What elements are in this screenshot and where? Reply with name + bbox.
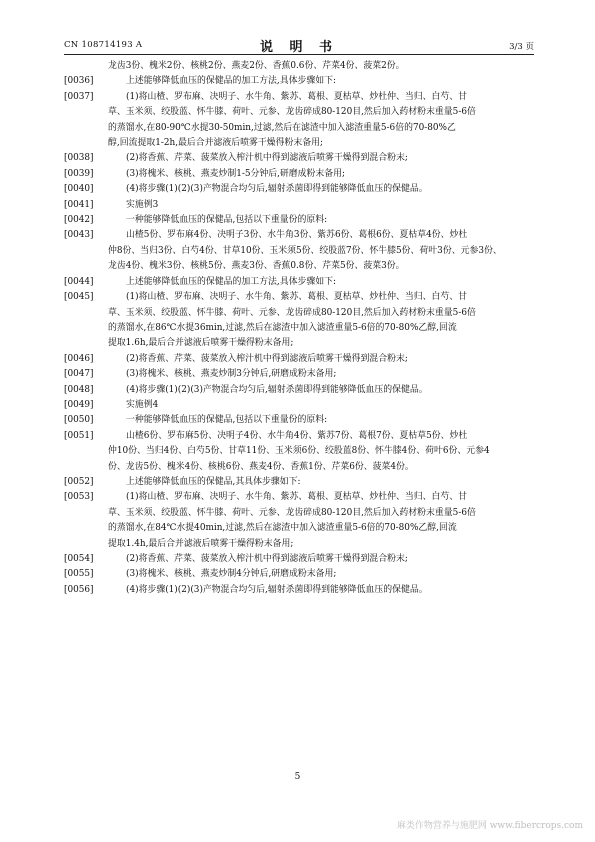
paragraph-continuation: 醇,回流提取1-2h,最后合并滤液后喷雾干燥得粉末备用; [108, 138, 324, 149]
paragraph-continuation: 的蒸馏水,在80-90℃水提30-50min,过滤,然后在滤渣中加入滤渣重量5-6倍的70-80%乙 [108, 122, 456, 133]
publication-number: CN 108714193 A [64, 40, 143, 50]
paragraph-text: (2)将香蕉、芹菜、菠菜放入榨汁机中得到滤液后喷雾干燥得到混合粉末; [126, 554, 408, 564]
paragraph [64, 167, 534, 182]
paragraph-text: 山楂5份、罗布麻4份、决明子3份、水牛角3份、紫苏6份、葛根6份、夏枯草4份、炒杜 [126, 230, 468, 241]
paragraph-number: [0054] [64, 554, 94, 564]
paragraph-number: [0044] [64, 276, 94, 287]
paragraph [64, 290, 534, 305]
paragraph-number: [0046] [64, 353, 94, 364]
paragraph-number: [0049] [64, 399, 94, 410]
paragraph-text: 实施例3 [126, 199, 159, 210]
paragraph-text: 上述能够降低血压的保健品的加工方法,具体步骤如下: [126, 276, 336, 287]
paragraph-text: 龙齿3份、槐米2份、核桃2份、燕麦2份、香蕉0.6份、芹菜4份、菠菜2份。 [108, 61, 405, 71]
paragraph-continuation: 龙齿4份、槐米3份、核桃5份、燕麦3份、香蕉0.8份、芹菜5份、菠菜3份。 [108, 261, 405, 272]
site-watermark: 麻类作物营养与施肥网 www.fibercrops.com [396, 821, 583, 831]
paragraph-number: [0043] [64, 230, 94, 241]
paragraph-text: (4)将步骤(1)(2)(3)产物混合均匀后,辐射杀菌即得到能够降低血压的保健品。 [126, 184, 428, 195]
paragraph-text: 一种能够降低血压的保健品,包括以下重量份的原料: [126, 415, 328, 426]
paragraph-text: 上述能够降低血压的保健品,其具体步骤如下: [126, 476, 301, 487]
paragraph-number: [0042] [64, 215, 94, 226]
header-rule [64, 54, 534, 55]
paragraph-number: [0048] [64, 384, 94, 395]
document-title: 说 明 书 [259, 40, 339, 55]
paragraph [64, 398, 534, 413]
paragraph [64, 413, 534, 428]
paragraph-text: (2)将香蕉、芹菜、菠菜放入榨汁机中得到滤液后喷雾干燥得到混合粉末; [126, 353, 408, 364]
paragraph [64, 383, 534, 398]
paragraph-text: 山楂6份、罗布麻5份、决明子4份、水牛角4份、紫苏7份、葛根7份、夏枯草5份、炒杜 [126, 430, 468, 441]
paragraph-text: 上述能够降低血压的保健品的加工方法,具体步骤如下: [126, 76, 336, 87]
paragraph-number: [0053] [64, 492, 94, 503]
paragraph-text: (1)将山楂、罗布麻、决明子、水牛角、紫苏、葛根、夏枯草、炒杜仲、当归、白芍、甘 [126, 492, 467, 503]
paragraph [64, 352, 534, 367]
paragraph-number: [0038] [64, 153, 94, 164]
paragraph-text: (2)将香蕉、芹菜、菠菜放入榨汁机中得到滤液后喷雾干燥得到混合粉末; [126, 153, 408, 164]
paragraph [64, 583, 534, 598]
paragraph [64, 151, 534, 166]
paragraph-number: [0041] [64, 199, 94, 210]
paragraph [64, 90, 534, 105]
paragraph-continuation: 的蒸馏水,在86℃水提36min,过滤,然后在滤渣中加入滤渣重量5-6倍的70-80%乙醇,回流 [108, 322, 457, 333]
paragraph-number: [0055] [64, 569, 94, 580]
paragraph-text: (4)将步骤(1)(2)(3)产物混合均匀后,辐射杀菌即得到能够降低血压的保健品。 [126, 584, 428, 595]
paragraph-text: (3)将槐米、核桃、燕麦炒制3分钟后,研磨成粉末备用; [126, 369, 337, 380]
paragraph-number: [0052] [64, 476, 94, 487]
paragraph-text: (4)将步骤(1)(2)(3)产物混合均匀后,辐射杀菌即得到能够降低血压的保健品。 [126, 384, 428, 395]
paragraph [64, 59, 534, 74]
paragraph [64, 74, 534, 89]
paragraph-text: (3)将槐米、核桃、燕麦炒制1-5分钟后,研磨成粉末备用; [126, 168, 346, 179]
paragraph [64, 552, 534, 567]
paragraph-continuation: 草、玉米须、绞股蓝、怀牛膝、荷叶、元参、龙齿碎成80-120目,然后加入药材粉末重量5-6倍 [108, 507, 476, 518]
paragraph-continuation: 提取1.6h,最后合并滤液后喷雾干燥得粉末备用; [108, 338, 294, 349]
paragraph-number: [0036] [64, 76, 94, 87]
paragraph-continuation: 草、玉米须、绞股蓝、怀牛膝、荷叶、元参、龙齿碎成80-120目,然后加入药材粉末重量5-6倍 [108, 107, 476, 118]
paragraph [64, 567, 534, 582]
paragraph-text: 一种能够降低血压的保健品,包括以下重量份的原料: [126, 215, 328, 226]
paragraph-continuation: 份、龙齿5份、槐米4份、核桃6份、燕麦4份、香蕉1份、芹菜6份、菠菜4份。 [108, 461, 414, 472]
paragraph-continuation: 提取1.4h,最后合并滤液后喷雾干燥得粉末备用; [108, 538, 294, 549]
paragraph-number: [0047] [64, 369, 94, 380]
paragraph-text: (3)将槐米、核桃、燕麦炒制4分钟后,研磨成粉末备用; [126, 569, 337, 580]
paragraph [64, 429, 534, 444]
paragraph-text: 实施例4 [126, 399, 159, 410]
paragraph [64, 182, 534, 197]
paragraph-text: (1)将山楂、罗布麻、决明子、水牛角、紫苏、葛根、夏枯草、炒杜仲、当归、白芍、甘 [126, 91, 467, 102]
paragraph-number: [0045] [64, 292, 94, 303]
paragraph-number: [0037] [64, 91, 94, 102]
document-header [64, 37, 534, 55]
paragraph-continuation: 仲8份、当归3份、白芍4份、甘草10份、玉米须5份、绞股蓝7份、怀牛膝5份、荷叶3份、元参3份、 [108, 245, 502, 256]
document-body [64, 59, 534, 598]
paragraph [64, 213, 534, 228]
paragraph-text: (1)将山楂、罗布麻、决明子、水牛角、紫苏、葛根、夏枯草、炒杜仲、当归、白芍、甘 [126, 292, 467, 303]
paragraph-continuation: 仲10份、当归4份、白芍5份、甘草11份、玉米须6份、绞股蓝8份、怀牛膝4份、荷叶6份、元参4 [108, 446, 490, 457]
paragraph [64, 228, 534, 243]
paragraph [64, 367, 534, 382]
paragraph-number: [0056] [64, 584, 94, 595]
paragraph [64, 490, 534, 505]
paragraph [64, 198, 534, 213]
paragraph-number: [0040] [64, 184, 94, 195]
page-info: 3/3 页 [509, 42, 534, 52]
paragraph-continuation: 的蒸馏水,在84℃水提40min,过滤,然后在滤渣中加入滤渣重量5-6倍的70-80%乙醇,回流 [108, 523, 457, 534]
page-number: 5 [294, 772, 301, 782]
paragraph [64, 275, 534, 290]
paragraph-number: [0039] [64, 168, 94, 179]
paragraph [64, 475, 534, 490]
paragraph-number: [0051] [64, 430, 94, 441]
paragraph-continuation: 草、玉米须、绞股蓝、怀牛膝、荷叶、元参、龙齿碎成80-120目,然后加入药材粉末重量5-6倍 [108, 307, 476, 318]
paragraph-number: [0050] [64, 415, 94, 426]
